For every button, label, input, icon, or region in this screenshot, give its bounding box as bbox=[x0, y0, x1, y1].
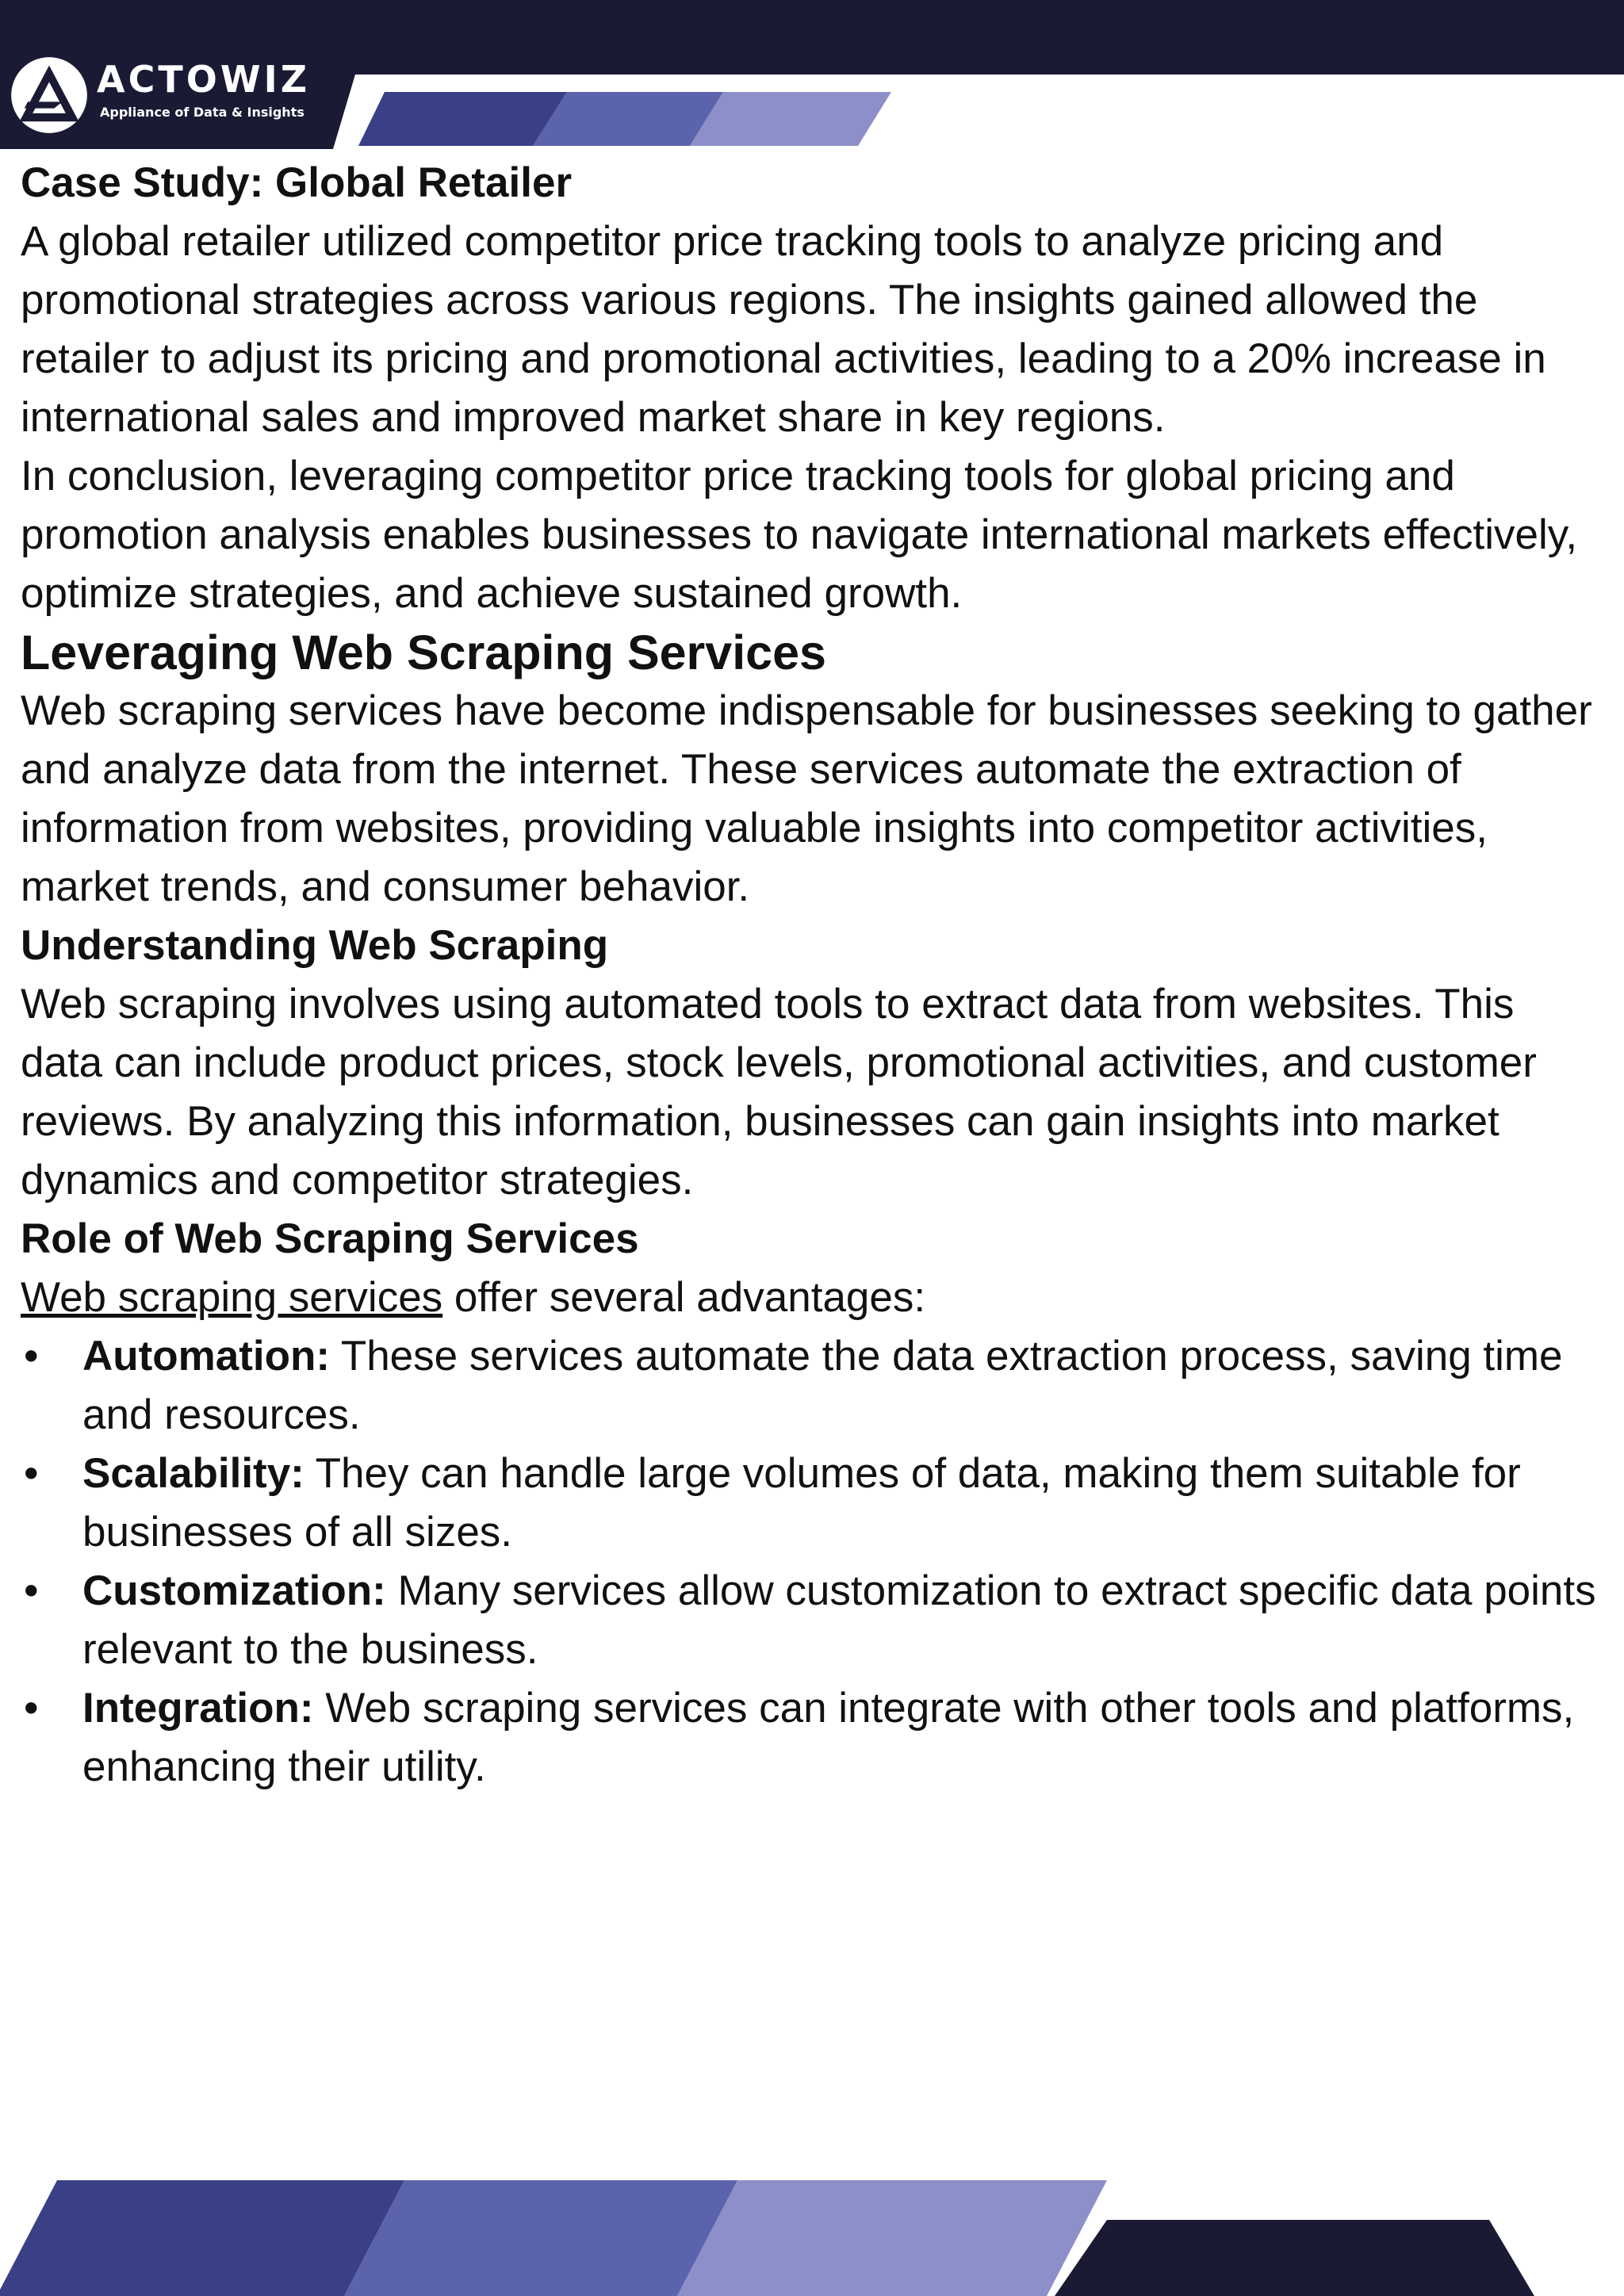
case-study-paragraph: A global retailer utilized competitor price tracking tools to analyze pricing and promotional strategies across various regions. The insights gained allowed the retailer to adjust its pricing and promotional activities, leading to a 20% increase in international sales and improved market share in key regions. bbox=[21, 218, 1546, 441]
bullet-icon: • bbox=[24, 1685, 39, 1732]
understanding-heading: Understanding Web Scraping bbox=[21, 922, 609, 969]
list-item bbox=[21, 1327, 1599, 1445]
section-heading: Leveraging Web Scraping Services bbox=[21, 626, 826, 679]
role-lead-text: offer several advantages: bbox=[442, 1274, 926, 1321]
understanding-paragraph: Web scraping involves using automated tools to extract data from websites. This data can include product prices, stock levels, promotional activities, and customer reviews. By analyzing this information, businesses can gain insights into market dynamics and competitor strategies. bbox=[21, 981, 1537, 1203]
list-item bbox=[21, 1445, 1599, 1562]
role-heading: Role of Web Scraping Services bbox=[21, 1215, 639, 1262]
bullet-icon: • bbox=[24, 1567, 39, 1614]
list-item-term: Automation: bbox=[82, 1333, 331, 1380]
list-item-term: Integration: bbox=[82, 1685, 314, 1732]
document-body bbox=[21, 154, 1599, 1797]
list-item bbox=[21, 1562, 1599, 1679]
web-scraping-services-link[interactable]: Web scraping services bbox=[21, 1274, 443, 1321]
role-lead bbox=[21, 1269, 1599, 1327]
actowiz-logo-icon bbox=[8, 54, 90, 136]
brand-name: ACTOWIZ bbox=[97, 58, 311, 101]
advantages-list bbox=[21, 1327, 1599, 1797]
list-item-text: These services automate the data extraction process, saving time and resources. bbox=[82, 1333, 1563, 1438]
list-item-term: Scalability: bbox=[82, 1450, 304, 1497]
bullet-icon: • bbox=[24, 1450, 39, 1497]
list-item-term: Customization: bbox=[82, 1567, 386, 1614]
company-logo bbox=[8, 54, 341, 141]
list-item-text: Many services allow customization to extract specific data points relevant to the business. bbox=[82, 1567, 1596, 1673]
bullet-icon: • bbox=[24, 1333, 39, 1380]
footer-banner bbox=[0, 2180, 1624, 2296]
list-item-text: They can handle large volumes of data, making them suitable for businesses of all sizes. bbox=[82, 1450, 1521, 1556]
brand-tagline: Appliance of Data & Insights bbox=[100, 105, 304, 120]
intro-paragraph: Web scraping services have become indispensable for businesses seeking to gather and analyze data from the internet. These services automate the extraction of information from websites, providing valuable insights into competitor activities, market trends, and consumer behavior. bbox=[21, 687, 1592, 910]
list-item bbox=[21, 1679, 1599, 1797]
list-item-text: Web scraping services can integrate with other tools and platforms, enhancing their utility. bbox=[82, 1685, 1575, 1790]
case-study-heading: Case Study: Global Retailer bbox=[21, 159, 573, 206]
conclusion-paragraph: In conclusion, leveraging competitor price tracking tools for global pricing and promotion analysis enables businesses to navigate international markets effectively, optimize strategies, and achieve sustained growth. bbox=[21, 453, 1578, 617]
